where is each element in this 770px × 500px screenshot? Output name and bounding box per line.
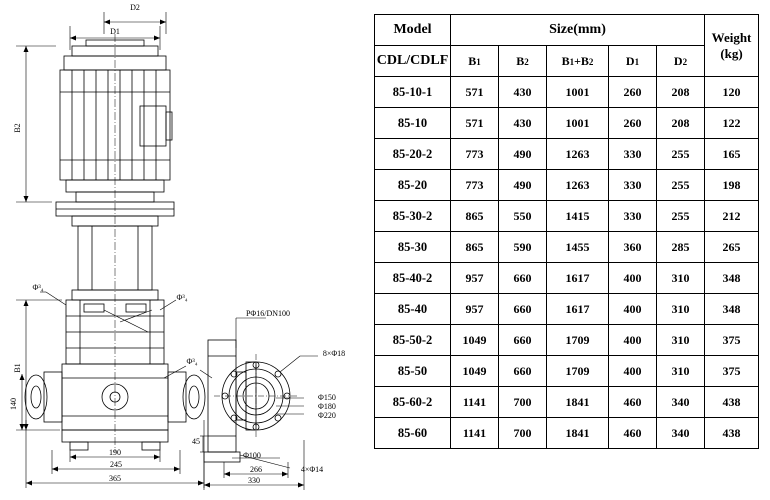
cell-b2: 490: [499, 170, 547, 201]
cell-b1: 773: [451, 170, 499, 201]
cell-b1: 571: [451, 77, 499, 108]
label-190: 190: [109, 448, 121, 457]
cell-b1b2: 1841: [547, 387, 609, 418]
dim-b2-left: [16, 46, 56, 202]
cell-d1: 330: [609, 170, 657, 201]
label-phi150: Φ150: [318, 393, 336, 402]
table-row: [375, 356, 759, 387]
cell-d2: 255: [657, 139, 705, 170]
cell-model: 85-40: [375, 294, 451, 325]
cell-b1b2: 1001: [547, 77, 609, 108]
cell-weight: 120: [705, 77, 759, 108]
cell-b1b2: 1841: [547, 418, 609, 449]
label-365: 365: [109, 474, 121, 483]
label-140: 140: [9, 398, 18, 410]
dim-b1-left: [16, 300, 62, 430]
header-model-sub: CDL/CDLF: [375, 46, 451, 77]
cell-weight: 375: [705, 356, 759, 387]
table-row: [375, 170, 759, 201]
specification-table: [374, 14, 759, 449]
cell-b2: 660: [499, 356, 547, 387]
label-phi220: Φ220: [318, 411, 336, 420]
table-body: [375, 77, 759, 449]
cell-d2: 310: [657, 356, 705, 387]
cell-weight: 438: [705, 387, 759, 418]
cell-model: 85-20: [375, 170, 451, 201]
cell-b1: 1141: [451, 418, 499, 449]
label-phi100: Φ100: [243, 451, 261, 460]
cell-b1: 865: [451, 201, 499, 232]
cell-weight: 265: [705, 232, 759, 263]
cell-b1: 865: [451, 232, 499, 263]
table-row: [375, 77, 759, 108]
table-header-row-2: [375, 46, 759, 77]
cell-model: 85-40-2: [375, 263, 451, 294]
table-row: [375, 325, 759, 356]
cell-b1: 1141: [451, 387, 499, 418]
header-size: Size(mm): [451, 15, 705, 46]
table-row: [375, 263, 759, 294]
label-330: 330: [248, 476, 260, 485]
cell-weight: 438: [705, 418, 759, 449]
cell-d2: 208: [657, 108, 705, 139]
cell-model: 85-30-2: [375, 201, 451, 232]
cell-weight: 198: [705, 170, 759, 201]
label-phi-b: Φ³₄: [176, 293, 188, 302]
cell-d2: 340: [657, 387, 705, 418]
cell-b1: 1049: [451, 356, 499, 387]
label-245: 245: [110, 460, 122, 469]
table-row: [375, 418, 759, 449]
cell-b1: 1049: [451, 325, 499, 356]
header-col-b1b2: B1+B2: [547, 46, 609, 77]
table-row: [375, 294, 759, 325]
cell-d1: 400: [609, 263, 657, 294]
cell-b2: 660: [499, 294, 547, 325]
pump-technical-drawing: [0, 0, 370, 500]
cell-weight: 348: [705, 263, 759, 294]
cell-b1b2: 1263: [547, 139, 609, 170]
cell-b2: 490: [499, 139, 547, 170]
cell-d1: 400: [609, 294, 657, 325]
cell-b2: 660: [499, 325, 547, 356]
cell-weight: 212: [705, 201, 759, 232]
cell-b2: 700: [499, 418, 547, 449]
cell-d1: 260: [609, 77, 657, 108]
dim-140: [20, 374, 25, 430]
label-45: 45: [192, 437, 200, 446]
cell-model: 85-60-2: [375, 387, 451, 418]
cell-d2: 255: [657, 201, 705, 232]
header-weight-line1: Weight: [711, 29, 752, 45]
motor-assembly: [60, 40, 172, 202]
cell-b2: 550: [499, 201, 547, 232]
cell-d2: 340: [657, 418, 705, 449]
cell-b1b2: 1709: [547, 325, 609, 356]
cell-b2: 590: [499, 232, 547, 263]
table-row: [375, 201, 759, 232]
label-bolt-note2: 4×Φ14: [300, 465, 324, 474]
cell-d2: 310: [657, 263, 705, 294]
table-row: [375, 108, 759, 139]
cell-model: 85-20-2: [375, 139, 451, 170]
cell-b1b2: 1455: [547, 232, 609, 263]
cell-b1b2: 1415: [547, 201, 609, 232]
label-flange-spec: PΦ16/DN100: [245, 309, 291, 318]
cell-b1b2: 1617: [547, 294, 609, 325]
cell-model: 85-10: [375, 108, 451, 139]
cell-b1b2: 1617: [547, 263, 609, 294]
table-header-row-1: [375, 15, 759, 46]
cell-weight: 375: [705, 325, 759, 356]
cell-d2: 285: [657, 232, 705, 263]
cell-b2: 430: [499, 108, 547, 139]
cell-d1: 400: [609, 356, 657, 387]
cell-d2: 255: [657, 170, 705, 201]
header-weight-line2: (kg): [720, 45, 743, 61]
label-d1: D1: [110, 27, 120, 36]
header-col-b2: B2: [499, 46, 547, 77]
label-bolt-note: 8×Φ18: [322, 349, 346, 358]
cell-b1: 773: [451, 139, 499, 170]
cell-model: 85-10-1: [375, 77, 451, 108]
label-b1: B1: [13, 363, 22, 373]
table-row: [375, 232, 759, 263]
cell-d2: 310: [657, 294, 705, 325]
header-model: Model: [375, 15, 451, 46]
cell-b1: 957: [451, 294, 499, 325]
header-col-d2: D2: [657, 46, 705, 77]
cell-d2: 208: [657, 77, 705, 108]
header-weight: [705, 15, 759, 77]
cell-weight: 165: [705, 139, 759, 170]
table-row: [375, 139, 759, 170]
label-d2: D2: [130, 3, 140, 12]
cell-model: 85-50: [375, 356, 451, 387]
cell-d1: 360: [609, 232, 657, 263]
cell-b2: 430: [499, 77, 547, 108]
label-phi-a: Φ³₄: [32, 283, 44, 292]
cell-model: 85-30: [375, 232, 451, 263]
cell-b1b2: 1263: [547, 170, 609, 201]
cell-b1b2: 1001: [547, 108, 609, 139]
cell-weight: 348: [705, 294, 759, 325]
header-col-d1: D1: [609, 46, 657, 77]
table-row: [375, 387, 759, 418]
cell-d1: 460: [609, 418, 657, 449]
cell-weight: 122: [705, 108, 759, 139]
cell-b2: 660: [499, 263, 547, 294]
cell-d1: 460: [609, 387, 657, 418]
specification-table-container: [374, 14, 762, 449]
cell-d1: 260: [609, 108, 657, 139]
cell-d1: 400: [609, 325, 657, 356]
cell-b1b2: 1709: [547, 356, 609, 387]
label-b2: B2: [13, 123, 22, 133]
header-col-b1: B1: [451, 46, 499, 77]
cell-b1: 957: [451, 263, 499, 294]
cell-model: 85-50-2: [375, 325, 451, 356]
cell-d2: 310: [657, 325, 705, 356]
label-266: 266: [250, 465, 262, 474]
cell-d1: 330: [609, 139, 657, 170]
label-phi-c: Φ³₄: [186, 357, 198, 366]
cell-b2: 700: [499, 387, 547, 418]
label-phi180: Φ180: [318, 402, 336, 411]
cell-model: 85-60: [375, 418, 451, 449]
cell-d1: 330: [609, 201, 657, 232]
cell-b1: 571: [451, 108, 499, 139]
